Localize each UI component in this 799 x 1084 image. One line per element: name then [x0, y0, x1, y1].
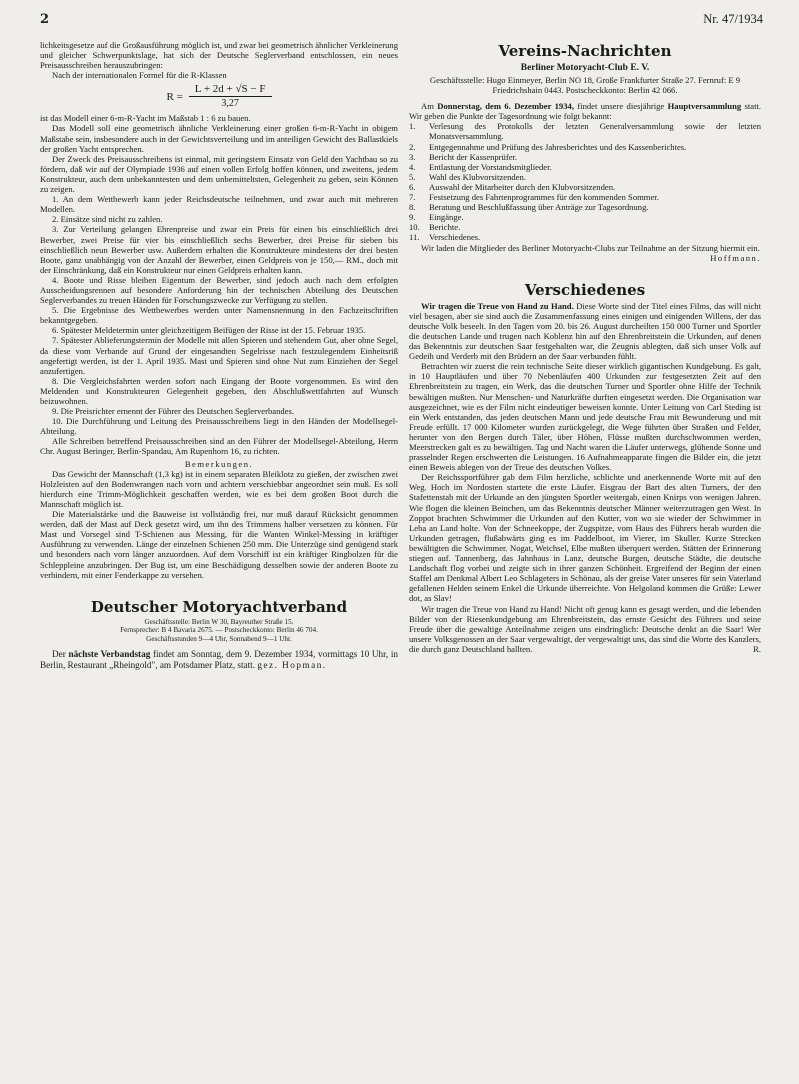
formula-fraction [189, 83, 272, 110]
formula-denominator: 3,27 [221, 98, 239, 110]
rule-item: 6. Spätester Meldetermin unter gleichzeitigem Beifügen der Risse ist der 15. Februar 1935. [52, 325, 366, 336]
agenda-item [409, 142, 761, 152]
misc-heading: Verschiedenes [524, 280, 646, 299]
agenda-item [409, 202, 761, 212]
dmv-signature: gez. Hopman. [257, 660, 327, 671]
agenda-item [409, 182, 761, 192]
agenda-num: 4. [409, 161, 416, 172]
remarks-heading: Bemerkungen. [184, 458, 254, 469]
agenda-text: Entgegennahme und Prüfung des Jahresberichtes und des Kassenberichtes. [429, 141, 687, 152]
agenda-text: Berichte. [429, 222, 461, 233]
rule-item: 1. An dem Wettbewerb kann jeder Reichsdeutsche teilnehmen, und zwar auch mit mehreren Modellen. [40, 194, 398, 215]
agenda-num: 11. [409, 232, 420, 243]
agenda-item [409, 222, 761, 232]
invitation [409, 242, 761, 263]
agenda-num: 3. [409, 151, 416, 162]
formula-lhs: R = [166, 90, 183, 103]
agenda-text: Eingänge. [429, 212, 464, 223]
agenda-text: Entlastung der Vorstandsmitglieder. [429, 161, 552, 172]
page-header [0, 12, 799, 34]
agenda-num: 2. [409, 141, 416, 152]
invitation-signature: Hoffmann. [710, 252, 761, 263]
agenda-item [409, 212, 761, 222]
dmv-text: Der [52, 649, 69, 660]
invitation-text: Wir laden die Mitglieder des Berliner Motoryacht-Clubs zur Teilnahme an der Sitzung hiermit ein. [421, 242, 760, 253]
agenda-num: 10. [409, 222, 420, 233]
rule-item: 10. Die Durchführung und Leitung des Preisausschreibens liegt in den Händen der Modellsegel-Abteilung. [40, 416, 398, 437]
agenda-num: 8. [409, 202, 416, 213]
club-address: Geschäftsstelle: Hugo Einmeyer, Berlin NO 18, Große Frankfurter Straße 27. Fernruf: E 9 Friedrichshain 0443. Postscheckkonto: Berlin 42 066. [429, 75, 741, 96]
misc-paragraph: Der Reichssportführer gab dem Film herzliche, schlichte und anerkennende Worte mit auf den Weg. Hoch im Nordosten startete die erste Läufer. Eisgrau der Bart des alten Turners, der den Stafettenstab mit der Urkunde an den jüngsten Sportler weitergab, einen Knirps von wenigen Jahren. Wie flogen die kleinen Beinchen, um das Bekenntnis deutscher Männer weiterzutragen gen West. In Zoppot brachten Schwimmer die Urkunden auf den Kutter, von wo sie wieder der Schwimmer in Leba an Land holte. Von der Schneekoppe, der Zugspitze, vom Haus des Führers herab wurden die Urkunden getragen, flußabwärts ging es im Paddelboot, im Vierer, im Skuller. Kurze Strecken bewältigten die Schwimmer. Nogat, Weichsel, Elbe mußten überquert werden. Stätten der Erinnerung stiegen auf. Tannenberg, das Jahnhaus in Lanz, deutsche Burgen, deutsche Städte, die deutsche Landschaft flog vorbei und zeigte sich in ihrer ganzen Schönheit. Ergreifend der Beginn der einen Staffel am Denkmal Albert Leo Schlageters in Schönau, als der greise Vater unseres für sein Vaterland gefallenen Helden seinem Enkel die Urkunde überreichte. Von Helgoland kommen die Grüße: Lewer dot, as Slav! [409, 472, 761, 604]
page-number: 2 [40, 12, 50, 27]
meeting-text: Am [421, 101, 438, 112]
rule-item: 5. Die Ergebnisse des Wettbewerbes werden unter Namensnennung in den Fachzeitschriften bekanntgegeben. [40, 305, 398, 326]
agenda-item [409, 192, 761, 202]
rule-item: 3. Zur Verteilung gelangen Ehrenpreise und zwar ein Preis für einen bis einschließlich drei Bewerber, zwei Preise für vier bis einschließlich sechs Bewerber, drei Preise für sieben bis einschließlich neun Bewerber usw. Außerdem erhalten die Konstrukteure mindestens der drei besten Boote, ganz unabhängig von der Anzahl der Bewerber, einen Geldpreis von je 150,— RM., doch mit der Einschränkung, daß ein Konstrukteur nur einen Geldpreis erhalten kann. [40, 224, 398, 275]
paragraph: Das Modell soll eine geometrisch ähnliche Verkleinerung einer großen 6-m-R-Yacht in obigem Maßstabe sein, insbesondere auch in der Gewichtsverteilung und im anteiligen Gewicht des Ballastkiels der großen Yacht entsprechen. [40, 123, 398, 154]
agenda-item [409, 172, 761, 182]
agenda-item [409, 121, 761, 141]
agenda-num: 9. [409, 212, 416, 223]
dmv-phone-line: Fernsprecher: B 4 Bavaria 2675. — Postscheckkonto: Berlin 46 704. [120, 626, 318, 635]
meeting-type: Hauptversammlung [667, 101, 742, 112]
agenda-item [409, 152, 761, 162]
agenda-num: 5. [409, 171, 416, 182]
r-class-formula [40, 83, 398, 110]
agenda-item [409, 162, 761, 172]
remark-paragraph: Die Materialstärke und die Bauweise ist vollständig frei, nur muß darauf Rücksicht genommen werden, daß der Mast auf Deck gesetzt wird, um ihn des Trimmens halber versetzen zu können. Für Mast und Vorsegel sind T-Schienen aus Messing, für die Wanten Winkel-Messing in kräftiger Ausführung zu verwenden. Länge der einzelnen Schienen 250 mm. Die Unterzüge sind genügend stark und besonders nach vorn länger anzuordnen. Auf dem Vorschiff ist ein kräftiger Ringbolzen für die Schleppleine anzubringen. Der Bug ist, um eine Beschädigung desselben sowie der anderen Boote zu verhindern, mit einer Fenderkappe zu versehen. [40, 509, 398, 580]
rule-item: 8. Die Vergleichsfahrten werden sofort nach Eingang der Boote vorgenommen. Es wird den Meldenden und Konstrukteuren Gelegenheit gegeben, den Abschlußwettfahrten auf Wunsch beizuwohnen. [40, 375, 398, 406]
misc-paragraph: Betrachten wir zuerst die rein technische Seite dieser wirklich gigantischen Kundgebung. Es galt, in 10 Hauptläufen und über 70 Nebenläufen 400 Urkunden zur festgesetzten Zeit auf den Ehrenbreitstein zu tragen, ein Werk, das die deutschen Turner und Sportler ohne Hilfe der Technik bewältigen mußten. Nur Menschen- und Naturkräfte durften eingesetzt werden. Die Organisation war ausgezeichnet, wie es der Film nicht eindeutiger beweisen konnte. Unter Leitung von Carl Steding ist ein Werk entstanden, das jeden deutschen Mann und jede deutsche Frau mit Bewunderung und mit Freude erfüllt. 17 000 Kilometer wurden zurückgelegt, die Wege führten über Straßen und Felder, herunter von den Bergen durch Täler, über Höhen, Flüsse mußten durchschwommen werden, Meerstrecken galt es zu bewältigen. Tag und Nacht waren die Läufer unterwegs, glühende Sonne und prasselnder Regen erschwerten die Leistungen. 16 Aufnahmeapparate fingen die Bilder ein, die jetzt einen Beweis ablegen von der Treue des deutschen Volkes. [409, 361, 761, 473]
meeting-date: Donnerstag, dem 6. Dezember 1934, [437, 101, 574, 112]
dmv-bold: nächste Verbandstag [68, 649, 151, 660]
meeting-text-2: findet unsere diesjährige [573, 101, 668, 112]
dmv-heading: Deutscher Motoryachtverband [90, 597, 348, 616]
agenda-text: Beratung und Beschlußfassung über Anträge zur Tagesordnung. [429, 202, 649, 213]
club-news-heading: Vereins-Nachrichten [498, 42, 672, 60]
agenda-item [409, 232, 761, 242]
rule-item: 2. Einsätze sind nicht zu zahlen. [52, 214, 163, 225]
formula-numerator: L + 2d + √S − F [189, 83, 272, 97]
agenda-text: Auswahl der Mitarbeiter durch den Klubvorsitzenden. [429, 181, 616, 192]
misc-lead-title: Wir tragen die Treue von Hand zu Hand. [421, 300, 574, 311]
agenda-text: Verlesung des Protokolls der letzten Generalversammlung sowie der letzten Monatsversammlung. [429, 121, 761, 142]
right-column [409, 40, 761, 654]
rules-list [40, 194, 398, 436]
misc-lead-text: Diese Worte sind der Titel eines Films, das will nicht viel besagen, aber sie sind auch die Zusammenfassung eines einigen und einigenden Willens, der das deutsche Volk beseelt. In den Tagen vom 20. bis 26. August durcheilten 150 000 Turner und Sportler die deutschen Lande und trugen nach Koblenz hin auf den Ehrenbreitstein die Urkunden, auf denen das Bekenntnis zur deutschen Saar festgehalten war, die Zeugnis ablegten, daß sich unser Volk auf Gedeih und Verderb mit den Brüdern an der Saar verbunden fühlt. [409, 300, 761, 362]
issue-number: Nr. 47/1934 [703, 12, 763, 26]
agenda-text: Verschiedenes. [429, 232, 481, 243]
rule-item: 9. Die Preisrichter ernennt der Führer des Deutschen Seglerverbandes. [52, 406, 294, 417]
agenda-text: Wahl des Klubvorsitzenden. [429, 171, 526, 182]
misc-closing-text: Wir tragen die Treue von Hand zu Hand! Nicht oft genug kann es gesagt werden, und die lebenden Bilder von der Riesenkundgebung am Ehrenbreitstein, das ernste Gesicht des Führers und seine Freude über die gewaltige Anteilnahme zeigen uns eindringlich: Deutsche denkt an die Saar! Wer unsere Volksgenossen an der Saar vergewaltigt, der vergewaltigt uns, das sind die Worte des Kanzlers, die durch ganz Deutschland hallten. [409, 603, 761, 654]
paragraph: ist das Modell einer 6-m-R-Yacht im Maßstab 1 : 6 zu bauen. [40, 113, 251, 124]
misc-paragraph [409, 604, 761, 654]
agenda-text: Festsetzung des Fahrtenprogrammes für den kommenden Sommer. [429, 192, 659, 203]
remark-paragraph: Das Gewicht der Mannschaft (1,3 kg) ist in einem separaten Bleiklotz zu gießen, der zwischen zwei Holzleisten auf den Bodenwrangen nach vorn und achtern verschiebbar angeordnet sein muß. Es soll hierdurch eine Trimm-Möglichkeit geschaffen werden, wie es bei dem großen Boot durch die Mannschaft möglich ist. [40, 468, 398, 509]
rule-item: 7. Spätester Ablieferungstermin der Modelle mit allen Spieren und stehendem Gut, aber ohne Segel, da diese vom Verbande auf Grund der eingesandten Segelrisse nach festzulegendem Einheitsriß angefertigt werden, ist der 1. April 1935. Mast und Spieren sind ohne Nut zum Einziehen der Segel anzufertigen. [40, 335, 398, 376]
address-paragraph: Alle Schreiben betreffend Preisausschreiben sind an den Führer der Modellsegel-Abteilung, Herrn Chr. August Beringer, Berlin-Spandau, Am Rupenhorn 16, zu richten. [40, 436, 398, 457]
dmv-office-line: Geschäftsstelle: Berlin W 30, Bayreuther Straße 15. [144, 617, 294, 626]
intro-text: lichkeitsgesetze auf die Großausführung möglich ist, und zwar bei geometrisch ähnlicher Verkleinerung und gleicher Schwerpunktslage, hat sich der Deutsche Seglerverband entschlossen, ein neues Preisausschreiben herauszubringen: [40, 40, 398, 71]
paragraph: Der Zweck des Preisausschreibens ist einmal, mit geringstem Einsatz von Geld den Yachtbau so zu fördern, daß wir auf der Olympiade 1936 auf einen vollen Erfolg hoffen können, und zweitens, jedem Konstrukteur, auch dem unbekanntesten und dem unbemitteltsten, Gelegenheit zu geben, sein Können zu zeigen. [40, 153, 398, 195]
formula-lead: Nach der internationalen Formel für die R-Klassen [52, 70, 227, 81]
agenda-num: 6. [409, 181, 416, 192]
dmv-notice [40, 649, 398, 671]
club-name: Berliner Motoryacht-Club E. V. [520, 63, 650, 73]
rule-item: 4. Boote und Risse bleiben Eigentum der Bewerber, sind jedoch auch nach dem erfolgten Ausscheidungsrennen auf besondere Anforderung hin der technischen Abteilung des Deutschen Seglerverbandes zu treuen Händen für Forschungszwecke zur Verfügung zu stellen. [40, 274, 398, 306]
dmv-text-2: findet am Sonntag, dem 9. Dezember 1934, vormittags 10 Uhr, in Berlin, Restaurant „Rheingold", am Potsdamer Platz, statt. [40, 649, 398, 671]
left-column [40, 40, 398, 671]
meeting-announcement [409, 101, 761, 121]
dmv-hours-line: Geschäftsstunden 9—4 Uhr, Sonnabend 9—1 Uhr. [146, 634, 292, 643]
misc-signature: R. [753, 643, 761, 654]
agenda-num: 1. [409, 121, 416, 132]
agenda-text: Bericht der Kassenprüfer. [429, 151, 518, 162]
agenda-list [409, 121, 761, 242]
meeting-text-3: statt. Wir geben die Punkte der Tagesordnung wie folgt bekannt: [409, 101, 761, 122]
misc-lead [409, 301, 761, 362]
agenda-num: 7. [409, 192, 416, 203]
